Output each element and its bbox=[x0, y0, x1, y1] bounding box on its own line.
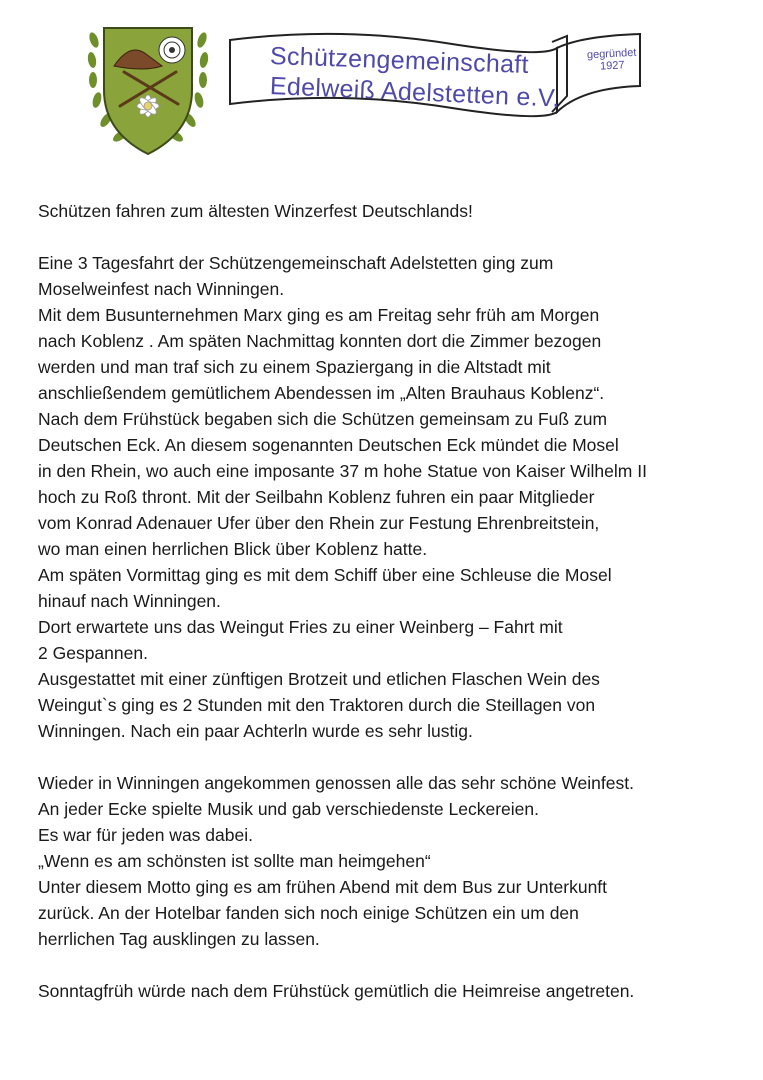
paragraph-spacer bbox=[38, 224, 738, 250]
paragraph-spacer bbox=[38, 952, 738, 978]
founded-year: 1927 bbox=[599, 59, 625, 73]
club-crest-logo bbox=[84, 20, 212, 162]
club-header bbox=[0, 0, 763, 170]
club-name-line1: Schützengemeinschaft bbox=[269, 42, 530, 80]
target-icon bbox=[159, 37, 185, 63]
founded-note bbox=[576, 46, 647, 74]
article-paragraph-3: Sonntagfrüh würde nach dem Frühstück gemütlich die Heimreise angetreten. bbox=[38, 981, 635, 1001]
article-title: Schützen fahren zum ältesten Winzerfest Deutschlands! bbox=[38, 201, 473, 221]
club-name-line2: Edelweiß Adelstetten e.V. bbox=[269, 72, 561, 113]
article-paragraph-2: Wieder in Winningen angekommen genossen alle das sehr schöne Weinfest. An jeder Ecke spielte Musik und gab verschiedenste Leckereien. Es war für jeden was dabei. „Wenn es am schönsten ist sollte man heimgehen“ Unter diesem Motto ging es am frühen Abend mit dem Bus zur Unterkunft zurück. An der Hotelbar fanden sich noch einige Schützen ein um den herrlichen Tag ausklingen zu lassen. bbox=[38, 773, 634, 949]
edelweiss-icon bbox=[137, 95, 159, 117]
founded-label: gegründet bbox=[586, 46, 637, 62]
paragraph-spacer bbox=[38, 744, 738, 770]
article-body bbox=[38, 198, 738, 1004]
article-paragraph-1: Eine 3 Tagesfahrt der Schützengemeinschaft Adelstetten ging zum Moselweinfest nach Winningen. Mit dem Busunternehmen Marx ging es am Freitag sehr früh am Morgen nach Koblenz . Am späten Nachmittag konnten dort die Zimmer bezogen werden und man traf sich zu einem Spaziergang in die Altstadt mit anschließendem gemütlichem Abendessen im „Alten Brauhaus Koblenz“. Nach dem Frühstück begaben sich die Schützen gemeinsam zu Fuß zum Deutschen Eck. An diesem sogenannten Deutschen Eck mündet die Mosel in den Rhein, wo auch eine imposante 37 m hohe Statue von Kaiser Wilhelm II hoch zu Roß thront. Mit der Seilbahn Koblenz fuhren ein paar Mitglieder vom Konrad Adenauer Ufer über den Rhein zur Festung Ehrenbreitstein, wo man einen herrlichen Blick über Koblenz hatte. Am späten Vormittag ging es mit dem Schiff über eine Schleuse die Mosel hinauf nach Winningen. Dort erwartete uns das Weingut Fries zu einer Weinberg – Fahrt mit 2 Gespannen. Ausgestattet mit einer zünftigen Brotzeit und etlichen Flaschen Wein des Weingut`s ging es 2 Stunden mit den Traktoren durch die Steillagen von Winningen. Nach ein paar Achterln wurde es sehr lustig. bbox=[38, 253, 647, 741]
